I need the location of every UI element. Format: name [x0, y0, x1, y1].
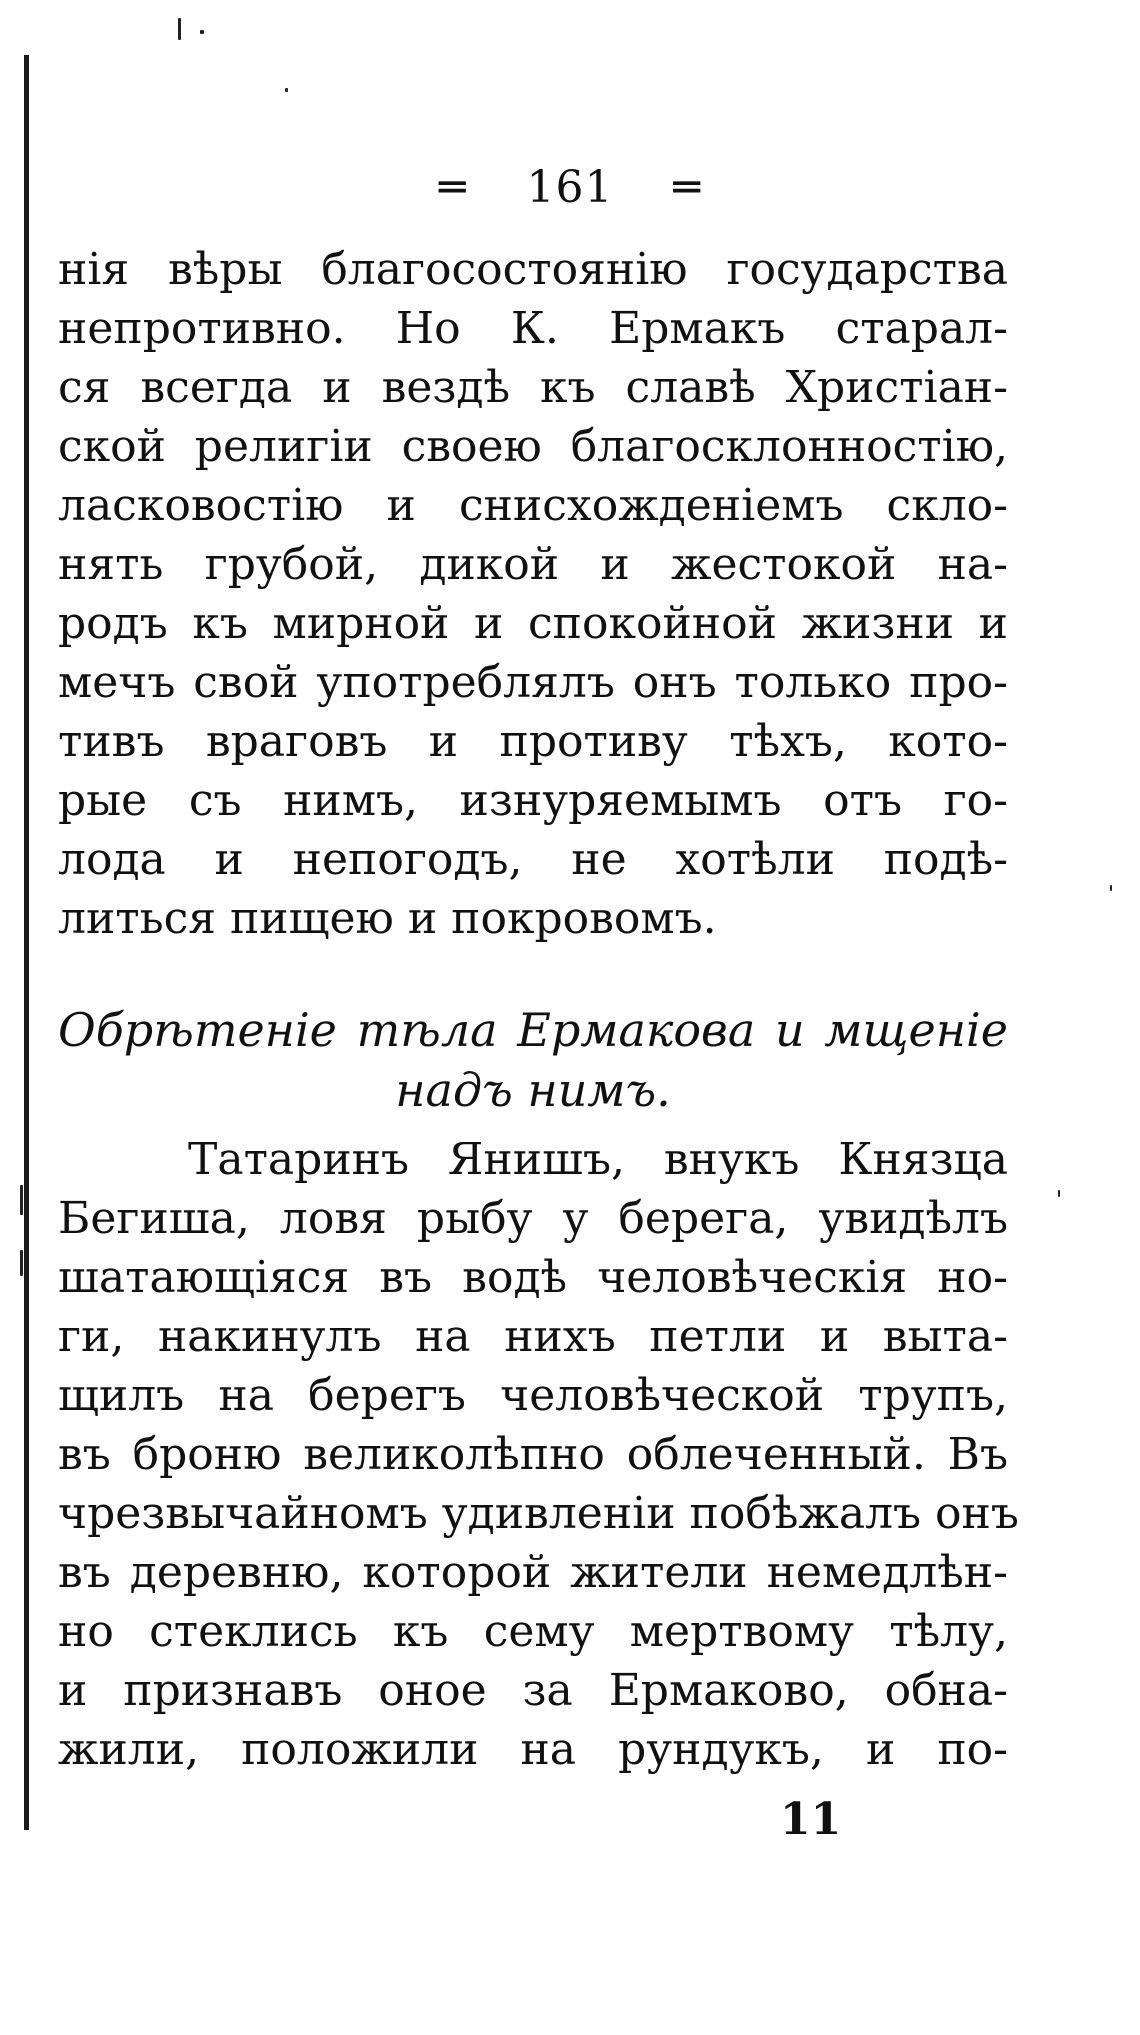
scan-speck — [200, 30, 204, 34]
section-heading — [58, 1000, 1008, 1120]
scan-speck — [1110, 885, 1112, 891]
signature-mark: 11 — [780, 1794, 842, 1845]
page-binding-edge — [24, 55, 29, 1830]
scan-speck — [178, 18, 181, 40]
text-line: ской религіи своею благосклонностію, — [58, 421, 1008, 472]
scan-speck — [20, 1250, 23, 1276]
paragraph-1 — [58, 240, 1008, 948]
text-line: и признавъ оное за Ермаково, обна- — [58, 1665, 1008, 1716]
page-header — [0, 160, 1140, 216]
text-line: рые съ нимъ, изнуряемымъ отъ го- — [58, 775, 1008, 826]
text-line: въ деревню, которой жители немедлѣн- — [58, 1547, 1008, 1598]
text-line: чрезвычайномъ удивленіи побѣжалъ онъ — [58, 1488, 1019, 1539]
text-line: шатающіяся въ водѣ человѣческія но- — [58, 1252, 1008, 1303]
heading-line: Обрѣтеніе тѣла Ермакова и мщеніе — [58, 1003, 1008, 1057]
scan-speck — [20, 1185, 23, 1215]
text-line: Татаринъ Янишъ, внукъ Князца — [188, 1134, 1008, 1185]
heading-line: надъ нимъ. — [395, 1063, 671, 1117]
text-line: жили, положили на рундукъ, и по- — [58, 1724, 1008, 1775]
text-line: тивъ враговъ и противу тѣхъ, кото- — [58, 716, 1008, 767]
text-line: нія вѣры благосостоянію государства — [58, 244, 1008, 295]
text-line: ся всегда и вездѣ къ славѣ Христіан- — [58, 362, 1008, 413]
text-line: лода и непогодъ, не хотѣли подѣ- — [58, 834, 1008, 885]
header-left-dash: ═ — [439, 162, 467, 213]
text-line: мечъ свой употреблялъ онъ только про- — [58, 657, 1008, 708]
text-line: нять грубой, дикой и жестокой на- — [58, 539, 1008, 590]
scan-speck — [285, 88, 288, 92]
text-line: ласковостію и снисхожденіемъ скло- — [58, 480, 1008, 531]
header-right-dash: ═ — [673, 162, 701, 213]
text-line: но стеклись къ сему мертвому тѣлу, — [58, 1606, 1008, 1657]
text-line: щилъ на берегъ человѣческой трупъ, — [58, 1370, 1008, 1421]
text-line: Бегиша, ловя рыбу у берега, увидѣлъ — [58, 1193, 1008, 1244]
scan-speck — [1058, 1190, 1060, 1197]
text-line: въ броню великолѣпно облеченный. Въ — [58, 1429, 1008, 1480]
text-line: литься пищею и покровомъ. — [58, 893, 717, 944]
text-line: ги, накинулъ на нихъ петли и выта- — [58, 1311, 1008, 1362]
page-number: 161 — [526, 162, 614, 213]
paragraph-2 — [58, 1130, 1019, 1779]
text-line: непротивно. Но К. Ермакъ старал- — [58, 303, 1008, 354]
text-line: родъ къ мирной и спокойной жизни и — [58, 598, 1008, 649]
